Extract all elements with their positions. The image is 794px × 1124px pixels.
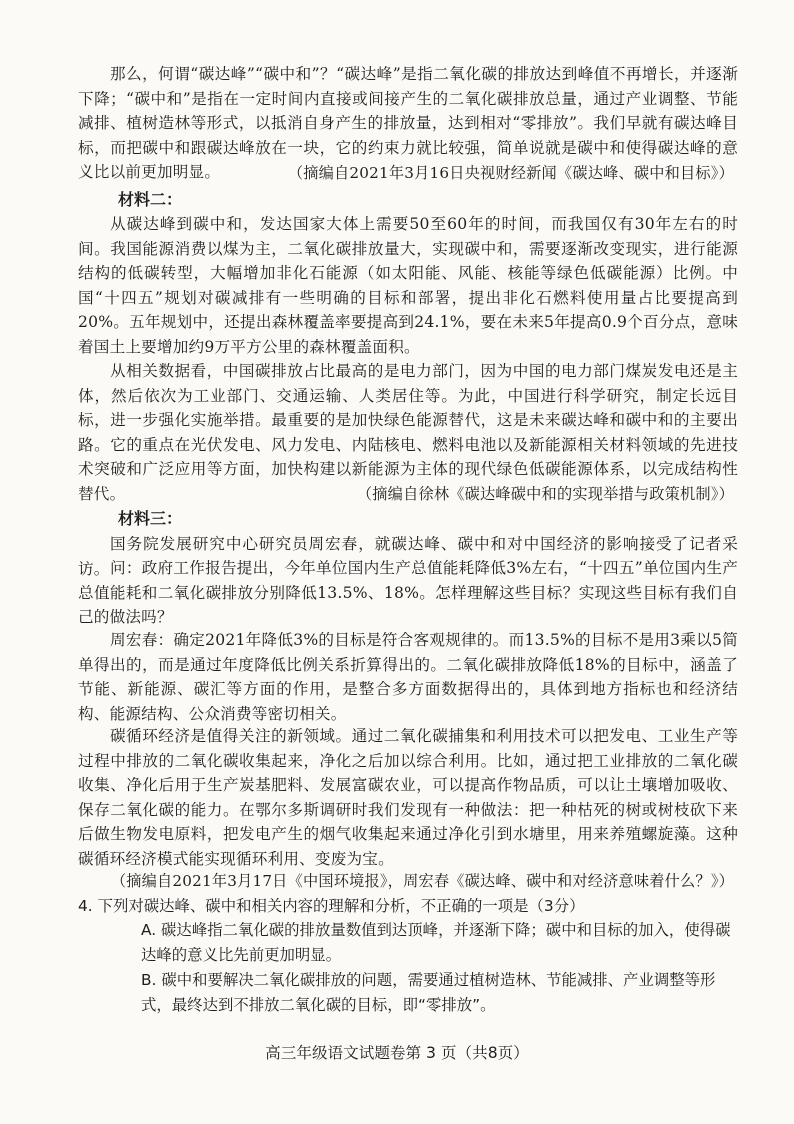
- interview-answer-2: 碳循环经济是值得关注的新领域。通过二氧化碳捕集和利用技术可以把发电、工业生产等过程中排放的二氧化碳收集起来，净化之后加以综合利用。比如，通过把工业排放的二氧化碳收集、净化后用于生产炭基肥料、发展富碳农业，可以提高作物品质，可以让土壤增加吸收、保存二氧化碳的能力。在鄂尔多斯调研时我们发现有一种做法：把一种枯死的树或树枝砍下来后做生物发电原料，把发电产生的烟气收集起来通过净化引到水塘里，用来养殖螺旋藻。这种碳循环经济模式能实现循环利用、变废为宝。: [78, 727, 738, 868]
- question-4-stem: 4. 下列对碳达峰、碳中和相关内容的理解和分析，不正确的一项是（3分）: [78, 897, 585, 915]
- material3-intro: 国务院发展研究中心研究员周宏春，就碳达峰、碳中和对中国经济的影响接受了记者采访。: [78, 535, 738, 578]
- material1-source: （摘编自2021年3月16日央视财经新闻《碳达峰、碳中和目标》）: [287, 164, 734, 182]
- material3-heading: 材料三：: [118, 509, 183, 528]
- material2-heading: 材料二：: [118, 190, 183, 209]
- material1-paragraph: 那么，何谓“碳达峰”“碳中和”？“碳达峰”是指二氧化碳的排放达到峰值不再增长，并逐渐下降；“碳中和”是指在一定时间内直接或间接产生的二氧化碳排放总量，通过产业调整、节能减排、植树造林等形式，以抵消自身产生的排放量，达到相对“零排放”。我们早就有碳达峰目标，而把碳中和跟碳达峰放在一块，它的约束力就比较强，简单说就是碳中和使得碳达峰的意义比以前更加明显。: [78, 65, 738, 181]
- material2-paragraph-2: 从相关数据看，中国碳排放占比最高的是电力部门，因为中国的电力部门煤炭发电还是主体，然后依次为工业部门、交通运输、人类居住等。为此，中国进行科学研究，制定长远目标，进一步强化实施举措。最重要的是加快绿色能源替代，这是未来碳达峰和碳中和的主要出路。它的重点在光伏发电、风力发电、内陆核电、燃料电池以及新能源相关材料领域的先进技术突破和广泛应用等方面，加快构建以新能源为主体的现代绿色低碳能源体系，以完成结构性替代。: [78, 362, 738, 503]
- question-4-option-b: B. 碳中和要解决二氧化碳排放的问题，需要通过植树造林、节能减排、产业调整等形式，最终达到不排放二氧化碳的目标，即“零排放”。: [141, 971, 716, 1014]
- material2-paragraph-1: 从碳达峰到碳中和，发达国家大体上需要50至60年的时间，而我国仅有30年左右的时间。我国能源消费以煤为主，二氧化碳排放量大，实现碳中和，需要逐渐改变现实，进行能源结构的低碳转型，大幅增加非化石能源（如太阳能、风能、核能等绿色低碳能源）比例。中国“十四五”规划对碳减排有一些明确的目标和部署，提出非化石燃料使用量占比要提高到20%。五年规划中，还提出森林覆盖率要提高到24.1%，要在未来5年提高0.9个百分点，意味着国土上要增加约9万平方公里的森林覆盖面积。: [78, 215, 738, 356]
- question-4-option-a: A. 碳达峰指二氧化碳的排放量数值到达顶峰，并逐渐下降；碳中和目标的加入，使得碳达峰的意义比先前更加明显。: [141, 921, 731, 964]
- material2-source: （摘编自徐林《碳达峰碳中和的实现举措与政策机制》）: [356, 485, 734, 503]
- interview-question: 问：政府工作报告提出，今年单位国内生产总值能耗降低3%左右，“十四五”单位国内生产总值能耗和二氧化碳排放分别降低13.5%、18%。怎样理解这些目标？实现这些目标有我们自己的做法吗？: [78, 559, 738, 626]
- page-footer: 高三年级语文试题卷第 3 页（共8页）: [265, 1044, 529, 1062]
- material3-source: （摘编自2021年3月17日《中国环境报》，周宏春《碳达峰、碳中和对经济意味着什么？》）: [110, 872, 734, 890]
- interview-answer-1: 周宏春：确定2021年降低3%的目标是符合客观规律的。而13.5%的目标不是用3乘以5简单得出的，而是通过年度降低比例关系折算得出的。二氧化碳排放降低18%的目标中，涵盖了节能、新能源、碳汇等方面的作用，是整合多方面数据得出的，具体到地方指标也和经济结构、能源结构、公众消费等密切相关。: [78, 631, 738, 723]
